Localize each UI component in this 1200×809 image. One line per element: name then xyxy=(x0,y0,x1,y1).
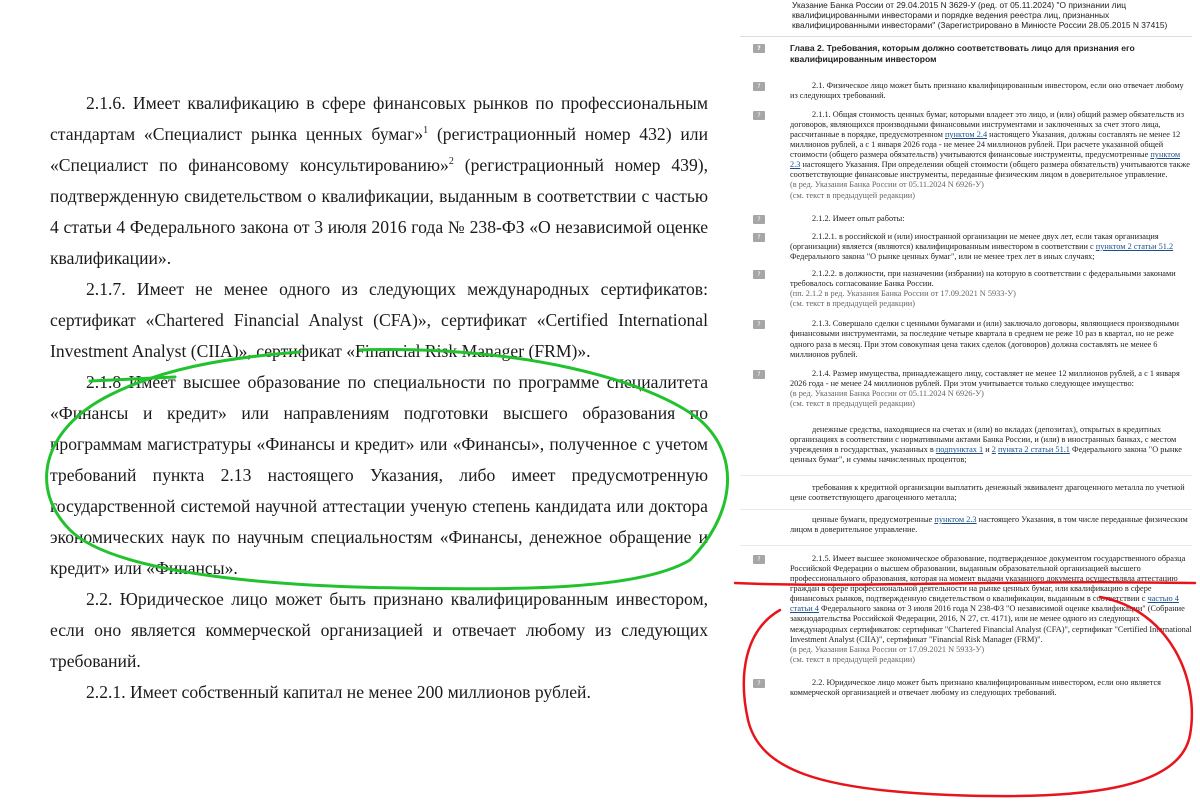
text-2-1-3: 2.1.3. Совершало сделки с ценными бумагами и (или) заключало договоры, являющиеся производными финансовыми инструментами, за последние четыре квартала в среднем не реже 10 раз в квартал, но не реже одного раза в месяц. При этом совокупная цена таких сделок (договоров) должна составлять не менее 6 миллионов рублей. xyxy=(790,319,1179,359)
text-securities xyxy=(790,515,1192,535)
link-article-51-2[interactable]: пунктом 2 статьи 51.2 xyxy=(1095,241,1174,251)
text-2-1-4: 2.1.4. Размер имущества, принадлежащего лицу, составляет не менее 12 миллионов рублей, а с 1 января 2026 года - не менее 24 миллионов рублей. При этом учитывается только следующее имущество: xyxy=(790,368,1180,388)
previous-edition-link[interactable]: (см. текст в предыдущей редакции) xyxy=(790,190,916,200)
link-punkt-2-4[interactable]: пунктом 2.4 xyxy=(944,129,988,139)
bookmark-icon[interactable]: ? xyxy=(753,370,765,379)
text-money-c: Федерального закона "О рынке ценных бумаг", и суммы начисленных процентов; xyxy=(790,445,1182,465)
left-document-excerpt xyxy=(50,88,708,708)
bookmark-icon[interactable]: ? xyxy=(753,215,765,224)
text-2-1-5 xyxy=(790,554,1192,645)
link-article-51-1[interactable]: пункта 2 статьи 51.1 xyxy=(997,445,1070,455)
text-2-1: 2.1. Физическое лицо может быть признано квалифицированным инвестором, если оно отвечает любому из следующих требований. xyxy=(790,80,1184,100)
text-2-1-6-part1: 2.1.6. Имеет квалификацию в сфере финансовых рынков по профессиональным стандартам «Специалист рынка ценных бумаг» xyxy=(50,93,708,144)
text-2-1-2-1 xyxy=(790,232,1192,262)
text-claims: требования к кредитной организации выплатить денежный эквивалент драгоценного металла по учетной цене соответствующего драгоценного металла; xyxy=(790,482,1185,502)
paragraph-2-1-8: 2.1.8 Имеет высшее образование по специальности по программе специалитета «Финансы и кредит» или направлениям подготовки высшего образования по программам магистратуры «Финансы и кредит» или «Финансы», полученное с учетом требований пункта 2.13 настоящего Указания, либо имеет предусмотренную государственной системой научной аттестации ученую степень кандидата или доктора экономических наук по научным специальностям «Финансы, денежное обращение и кредит» или «Финансы». xyxy=(50,372,708,578)
bookmark-icon[interactable]: ? xyxy=(753,320,765,329)
paragraph-2-2-1: 2.2.1. Имеет собственный капитал не менее 200 миллионов рублей. xyxy=(86,682,591,702)
link-part-4-article-4[interactable]: частью 4 статьи 4 xyxy=(790,594,1179,614)
block-2-1-2-2 xyxy=(740,269,1192,309)
previous-edition-link[interactable]: (см. текст в предыдущей редакции) xyxy=(790,299,916,309)
bookmark-icon[interactable]: ? xyxy=(753,270,765,279)
text-2-1-5-b: Федерального закона от 3 июля 2016 года N 238-ФЗ "О независимой оценке квалификации" (Собрание законодательства Российской Федерации, 2016, N 27, ст. 4171), или не менее одного из следующих международных сертификатов: сертификат "Chartered Financial Analyst (CFA)", сертификат "Certified International Investment Analyst (CIIA)", сертификат "Financial Risk Manager (FRM)". xyxy=(790,604,1192,644)
link-punkt-2-3[interactable]: пунктом 2.3 xyxy=(934,514,977,524)
text-2-2: 2.2. Юридическое лицо может быть признано квалифицированным инвестором, если оно является коммерческой организацией и отвечает любому из следующих требований. xyxy=(790,677,1161,698)
block-2-1-4-securities xyxy=(740,509,1192,535)
text-2-1-2-1-a: 2.1.2.1. в российской и (или) иностранной организации не менее двух лет, если такая организация (организации) является (являются) квалифицированным инвестором в соответствии с xyxy=(790,231,1159,251)
block-2-1-1 xyxy=(740,110,1192,201)
text-2-1-6-part3: (регистрационный номер 439), подтвержденную свидетельством о квалификации, выданным в соответствии с частью 4 статьи 4 Федерального закона от 3 июля 2016 года № 238-ФЗ «О независимой оценке квалификации». xyxy=(50,155,708,268)
paragraph-2-1-6 xyxy=(50,88,708,274)
text-2-1-5-a: 2.1.5. Имеет высшее экономическое образование, подтвержденное документом государственного образца Российской Федерации о высшем образовании, выданным образовательной организацией высшего профессионального образования, которая на момент выдачи указанного документа осуществляла аттестацию граждан в сфере профессиональной деятельности на рынке ценных бумаг, или квалификацию в сфере финансовых рынков, подтвержденную свидетельством о квалификации, выданным в соответствии с xyxy=(790,553,1186,604)
link-subpoint-2[interactable]: 2 xyxy=(991,445,996,455)
link-punkt-2-3[interactable]: пунктом 2.3 xyxy=(790,150,1181,170)
paragraph-2-1-7: 2.1.7. Имеет не менее одного из следующих международных сертификатов: сертификат «Chartered Financial Analyst (CFA)», сертификат «Certified International Investment Analyst (CIIA)», сертификат «Financial Risk Manager (FRM)». xyxy=(50,279,708,361)
text-2-1-2-1-b: Федерального закона "О рынке ценных бумаг", или не менее трех лет в иных случаях; xyxy=(790,251,1095,261)
block-2-1-5 xyxy=(740,545,1192,665)
bookmark-icon[interactable]: ? xyxy=(753,233,765,242)
previous-edition-link[interactable]: (см. текст в предыдущей редакции) xyxy=(790,654,916,664)
right-document-view xyxy=(740,0,1192,704)
chapter-2-title: Глава 2. Требования, которым должно соответствовать лицо для признания его квалифицированным инвестором xyxy=(790,42,1135,64)
text-2-1-1 xyxy=(790,110,1192,181)
paragraph-2-2: 2.2. Юридическое лицо может быть признано квалифицированным инвестором, если оно является коммерческой организацией и отвечает любому из следующих требований. xyxy=(50,589,708,671)
edition-note[interactable]: (в ред. Указания Банка России от 05.11.2024 N 6926-У) xyxy=(790,388,984,398)
text-2-1-2: 2.1.2. Имеет опыт работы: xyxy=(812,213,905,223)
text-2-1-6-part2: (регистрационный номер 432) или «Специалист по финансовому консультированию» xyxy=(50,124,708,175)
block-2-2 xyxy=(740,678,1192,698)
bookmark-icon[interactable]: ? xyxy=(753,82,765,91)
text-money xyxy=(790,425,1192,465)
link-subpoints-1[interactable]: подпунктах 1 xyxy=(935,445,984,455)
block-2-1-4-money xyxy=(740,425,1192,465)
text-securities-b: настоящего Указания, в том числе переданные физическим лицом в доверительное управление. xyxy=(790,514,1188,534)
edition-note[interactable]: (пп. 2.1.2 в ред. Указания Банка России от 17.09.2021 N 5933-У) xyxy=(790,289,1016,299)
text-2-1-1-c: настоящего Указания. При определении общей стоимости (общего размера обязательств) учитываются также соответствующие финансовые инструменты, переданные физическим лицом в доверительное управление. xyxy=(790,160,1190,180)
text-2-1-2-2: 2.1.2.2. в должности, при назначении (избрании) на которую в соответствии с федеральными законами требовалось согласование Банка России. xyxy=(790,269,1176,289)
text-money-a: денежные средства, находящиеся на счетах и (или) во вкладах (депозитах), открытых в кредитных организациях в соответствии с нормативными актами Банка России, и (или) в иностранных банках, с местом учреждения в государствах, указанных в xyxy=(790,425,1177,455)
block-2-1-2-1 xyxy=(740,232,1192,262)
text-2-1-1-b: настоящего Указания, должны составлять не менее 12 миллионов рублей, а с 1 января 2026 года - не менее 24 миллионов рублей. При расчете указанной общей стоимости (общего размера обязательств) учитываются финансовые инструменты, предусмотренные xyxy=(790,129,1181,160)
bookmark-icon[interactable]: ? xyxy=(753,44,765,53)
document-header: Указание Банка России от 29.04.2015 N 3629-У (ред. от 05.11.2024) "О признании лиц квалифицированными инвесторами и порядке ведения реестра лиц, признанных квалифицированными инвесторами" (Зарегистрировано в Минюсте России 28.05.2015 N 37415) xyxy=(792,0,1168,31)
footnote-ref-2[interactable]: 2 xyxy=(448,156,454,168)
footnote-ref-1[interactable]: 1 xyxy=(423,125,429,137)
edition-note[interactable]: (в ред. Указания Банка России от 17.09.2021 N 5933-У) xyxy=(790,644,985,654)
block-2-1 xyxy=(740,81,1192,101)
previous-edition-link[interactable]: (см. текст в предыдущей редакции) xyxy=(790,399,916,409)
chapter-2-block xyxy=(740,43,1192,65)
block-2-1-3 xyxy=(740,319,1192,359)
block-2-1-4 xyxy=(740,369,1192,409)
text-2-1-1-a: 2.1.1. Общая стоимость ценных бумаг, которыми владеет это лицо, и (или) общий размер обязательств из договоров, являющихся производными финансовыми инструментами и заключенных за счет этого лица, рассчитанные в порядке, предусмотренном xyxy=(790,109,1185,139)
bookmark-icon[interactable]: ? xyxy=(753,679,765,688)
bookmark-icon[interactable]: ? xyxy=(753,111,765,120)
block-2-1-2 xyxy=(740,214,1192,224)
bookmark-icon[interactable]: ? xyxy=(753,555,765,564)
block-2-1-4-claims xyxy=(740,475,1192,503)
text-securities-a: ценные бумаги, предусмотренные xyxy=(812,514,935,524)
header-divider xyxy=(740,36,1192,37)
text-money-and: и xyxy=(983,445,992,455)
edition-note[interactable]: (в ред. Указания Банка России от 05.11.2024 N 6926-У) xyxy=(790,180,984,190)
